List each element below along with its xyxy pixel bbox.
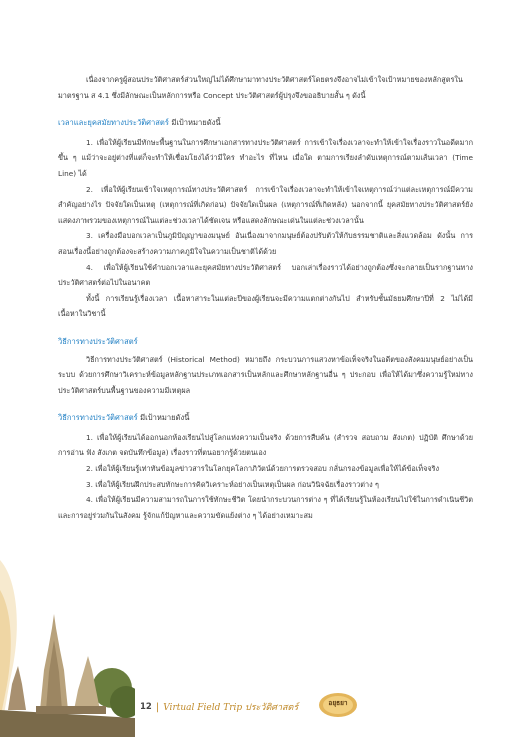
intro-paragraph: เนื่องจากครูผู้สอนประวัติศาสตร์ส่วนใหญ่ไม่ได้ศึกษามาทางประวัติศาสตร์โดยตรงจึงอาจไม่เข้าใจเป้าหมายของหลักสูตรในมาตรฐาน ส 4.1 ซึ่งมีลักษณะเป็นหลักการหรือ Concept ประวัติศาสตร์ผู้ปรุงจึงขออธิบายสั้น ๆ ดังนี้ <box>58 75 463 100</box>
method-goal-3: 3. เพื่อให้ผู้เรียนฝึกประสบทักษะการคิดวิเคราะห์อย่างเป็นเหตุเป็นผล ก่อนวินิจฉัยเรื่องราวต่าง ๆ <box>86 479 379 489</box>
section-heading-method-goals-title: วิธีการทางประวัติศาสตร์ <box>58 413 138 423</box>
method-goal-1: 1. เพื่อให้ผู้เรียนได้ออกนอกห้องเรียนไปสู่โลกแห่งความเป็นจริง ด้วยการสืบค้น (สำรวจ สอบถาม สังเกต) ปฏิบัติ ศึกษาด้วยการอ่าน ฟัง สังเกต จดบันทึกข้อมูล) เรื่องราวที่ตนอยากรู้ด้วยตนเอง <box>58 432 473 458</box>
method-goal-4: 4. เพื่อให้ผู้เรียนมีความสามารถในการใช้ทักษะชีวิต โดยนำกระบวนการต่าง ๆ ที่ได้เรียนรู้ในห้องเรียนไปใช้ในการดำเนินชีวิตและการอยู่ร่วมกันในสังคม รู้จักแก้ปัญหาและความขัดแย้งต่าง ๆ ได้อย่างเหมาะสม <box>58 495 473 520</box>
section-heading-time-title: เวลาและยุคสมัยทางประวัติศาสตร์ <box>58 118 169 128</box>
time-goal-1: 1. เพื่อให้ผู้เรียนมีทักษะพื้นฐานในการศึกษาเอกสารทางประวัติศาสตร์ การเข้าใจเรื่องเวลาจะทำให้เข้าใจเรื่องราวในอดีตมากขึ้น ๆ แม้ว่าจะอยู่ต่างที่แต่ก็จะทำให้เชื่อมโยงได้ว่ามีใคร ทำอะไร ที่ไหน เมื่อใด ตามการเรียงลำดับเหตุการณ์ตามเส้นเวลา (Time Line) ได้ <box>58 137 473 178</box>
section-heading-time-rest: มีเป้าหมายดังนี้ <box>168 118 221 128</box>
footer-badge-label: อยุธยา <box>328 699 348 707</box>
time-goal-3: 3. เครื่องมือบอกเวลาเป็นภูมิปัญญาของมนุษย์ อันเนื่องมาจากมนุษย์ต้องปรับตัวให้กับธรรมชาติและสิ่งแวดล้อม ดังนั้น การสอนเรื่องนี้อย่างถูกต้องจะสร้างความภาคภูมิใจในความเป็นชาติได้ด้วย <box>58 231 473 256</box>
section-heading-method: วิธีการทางประวัติศาสตร์ <box>58 336 138 346</box>
footer-title: Virtual Field Trip ประวัติศาสตร์ <box>163 703 299 713</box>
footer-separator: | <box>155 701 160 713</box>
time-note: ทั้งนี้ การเรียนรู้เรื่องเวลา เนื้อหาสาระในแต่ละปีของผู้เรียนจะมีความแตกต่างกันไป สำหรับชั้นมัธยมศึกษาปีที่ 2 ไม่ได้มีเนื้อหาในวิชานี้ <box>58 293 473 319</box>
time-goal-4: 4. เพื่อให้ผู้เรียนใช้คำบอกเวลาและยุคสมัยทางประวัติศาสตร์ บอกเล่าเรื่องราวได้อย่างถูกต้องซึ่งจะกลายเป็นรากฐานทางประวัติศาสตร์ต่อไปในอนาคต <box>58 262 473 288</box>
method-goal-2: 2. เพื่อให้ผู้เรียนรู้เท่าทันข้อมูลข่าวสารในโลกยุคโลกาภิวัตน์ด้วยการตรวจสอบ กลั่นกรองข้อมูลเพื่อให้ได้ข้อเท็จจริง <box>86 464 440 474</box>
section-heading-method-goals-rest: มีเป้าหมายดังนี้ <box>137 413 190 423</box>
page-number: 12 <box>140 702 152 712</box>
time-goal-2: 2. เพื่อให้ผู้เรียนเข้าใจเหตุการณ์ทางประวัติศาสตร์ การเข้าใจเรื่องเวลาจะทำให้เข้าใจเหตุการณ์ว่าแต่ละเหตุการณ์มีความสำคัญอย่างไร ปัจจัยใดเป็นเหตุ (เหตุการณ์ที่เกิดก่อน) ปัจจัยใดเป็นผล (เหตุการณ์ที่เกิดหลัง) นอกจากนี้ ยุคสมัยทางประวัติศาสตร์ยังแสดงภาพรวมของเหตุการณ์ในแต่ละช่วงเวลาได้ชัดเจน หรือแสดงลักษณะเด่นในแต่ละช่วงเวลานั้น <box>58 184 473 225</box>
main-content <box>58 72 473 523</box>
method-paragraph: วิธีการทางประวัติศาสตร์ (Historical Method) หมายถึง กระบวนการแสวงหาข้อเท็จจริงในอดีตของสังคมมนุษย์อย่างเป็นระบบ ด้วยการศึกษาวิเคราะห์ข้อมูลหลักฐานประเภทเอกสารเป็นหลักและศึกษาหลักฐานอื่น ๆ ประกอบ เพื่อให้ได้มาซึ่งความรู้ใหม่ทางประวัติศาสตร์บนพื้นฐานของความมีเหตุผล <box>58 354 473 395</box>
section-heading-time <box>58 115 473 131</box>
temple-image <box>0 610 135 737</box>
section-heading-method-goals <box>58 410 473 426</box>
